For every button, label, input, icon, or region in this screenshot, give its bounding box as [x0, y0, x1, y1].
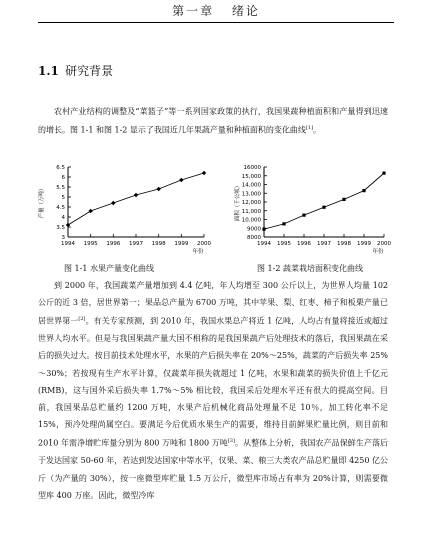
- chart2-y-tick-label: 13,000: [241, 191, 261, 198]
- chart2-y-tick-label: 12,000: [241, 200, 261, 206]
- chart2-x-tick-label: 1998: [337, 241, 351, 247]
- chart2-data-point: [282, 222, 285, 225]
- fruit-yield-chart: [38, 161, 216, 261]
- citation-3: [3]: [227, 438, 235, 445]
- chart1-data-point: [202, 171, 206, 175]
- citation-2: [2]: [78, 316, 86, 323]
- body-paragraph-text-c: 。从整体上分析，我国农产品保鲜生产落后于发达国家 50-60 年，若达到发达国家中等水平，仅果、菜、粮三大类农产品总贮量即 4250 亿公斤（为产量的 30%），按一座微型库贮量 1.5 万公斤，微型库市场占有率为 20%计算，则需要微型库 400 万座。因此，微型冷库: [38, 439, 389, 500]
- citation-1: [1]: [305, 125, 314, 132]
- chart1-y-tick-label: 4.5: [56, 205, 65, 211]
- chart1-y-axis-title: 产量（万吨）: [39, 185, 45, 219]
- chart2-x-tick-label: 1999: [357, 241, 371, 247]
- chart1-y-tick-label: 4: [61, 215, 65, 221]
- chart1-series-line: [68, 173, 204, 225]
- chart2-x-tick-label: 2000: [377, 241, 391, 247]
- body-paragraph-text-b: 。有关专家预测，到 2010 年，我国水果总产将近 1 亿吨，人均占有量将接近或超过世界人均水平。但是与我国果蔬产量大国不相称的是我国果蔬产后处理技术的落后，我国果蔬在采后的损失过大。按目前技术处理水平，水果的产后损失率在 20%～25%，蔬菜的产后损失率 25%～30%；若按现有生产水平计算，仅蔬菜年损失就超过 1 亿吨，水果和蔬菜的损失价值上千亿元(RMB)，这与国外采后损失率 1.7%～5% 相比较，我国采后处理水平还有很大的提高空间。目前，我国果品总贮量约 1200 万吨，水果产后机械化商品处理量不足 10％，加工转化率不足 15%，预冷处理尚属空白。要满足今后优质水果生产的需要，维持目前鲜果贮量比例，则目前和 2010 年需净增贮库量分别为 800 万吨和 1800 万吨: [38, 317, 388, 449]
- chart2-x-tick-label: 1996: [297, 241, 311, 247]
- chart1-y-tick-label: 6: [61, 175, 65, 181]
- intro-paragraph: [38, 103, 388, 139]
- chart2-data-point: [302, 214, 305, 217]
- chart2-x-tick-label: 1997: [317, 241, 331, 247]
- chart2-data-point: [382, 172, 385, 175]
- section-title: 研究背景: [65, 64, 114, 78]
- running-head: [38, 0, 394, 23]
- chart2-y-tick-label: 9000: [247, 226, 261, 233]
- body-paragraph: [38, 277, 388, 504]
- chart1-data-point: [156, 187, 160, 191]
- chart1-data-point: [66, 223, 70, 227]
- chart2-x-tick-label: 1995: [277, 241, 291, 247]
- chart1-y-tick-label: 3: [61, 235, 65, 241]
- chart2-y-tick-label: 14,000: [241, 182, 261, 189]
- chart2-y-tick-label: 16000: [243, 165, 261, 171]
- chart1-data-point: [179, 178, 183, 182]
- chart1-y-tick-label: 3.5: [56, 225, 65, 231]
- figure-1-1-caption: 图 1-1 水果产量变化曲线: [64, 264, 154, 273]
- figure-1-2-caption: 图 1-2 蔬菜栽培面积变化曲线: [257, 264, 363, 273]
- chart1-y-tick-label: 6.5: [56, 165, 65, 171]
- chart1-data-point: [88, 209, 92, 213]
- chart1-x-tick-label: 1999: [174, 241, 189, 247]
- chart2-data-point: [262, 228, 265, 231]
- chart2-x-axis-title: 年份: [372, 249, 384, 255]
- chart1-x-tick-label: 1998: [151, 241, 166, 247]
- section-number: 1.1: [38, 64, 59, 78]
- vegetable-area-chart: [224, 161, 392, 261]
- body-paragraph-text-a: 到 2000 年，我国蔬菜产量增加到 4.4 亿吨，年人均增至 300 公斤以上，为世界人均量 102 公斤的近 3 倍，居世界第一；果品总产量为 6700 万吨，其中苹果、梨、红枣、柿子和板栗产量已居世界第一: [38, 281, 388, 327]
- chart2-y-tick-label: 11,000: [241, 208, 261, 215]
- chart2-series-line: [264, 173, 384, 229]
- chart1-y-tick-label: 5.5: [56, 185, 65, 191]
- chart2-y-axis-title: 面积（千公顷）: [235, 182, 241, 222]
- chart2-x-tick-label: 1994: [257, 241, 271, 247]
- chart1-x-tick-label: 1994: [61, 241, 75, 247]
- chapter-label: 第一章: [172, 4, 215, 18]
- chart2-y-tick-label: 15,000: [241, 173, 261, 180]
- intro-paragraph-text: 农村产业结构的调整及“菜篮子”等一系列国家政策的执行，我国果蔬种植面积和产量得到迅速的增长。图 1-1 和图 1-2 显示了我国近几年果蔬产量和种植面积的变化曲线: [38, 107, 388, 135]
- chart2-data-point: [362, 189, 365, 192]
- chart1-y-tick-label: 5: [61, 195, 65, 201]
- chart1-x-tick-label: 1995: [83, 241, 98, 247]
- chart1-x-tick-label: 2000: [197, 241, 211, 247]
- chart2-y-tick-label: 8000: [247, 235, 261, 241]
- chart1-data-point: [134, 193, 138, 197]
- chart1-x-tick-label: 1996: [106, 241, 121, 247]
- intro-paragraph-end: 。: [313, 125, 322, 135]
- chart2-data-point: [322, 206, 325, 209]
- chart1-data-point: [111, 201, 115, 205]
- chart1-x-axis-title: 年份: [192, 249, 204, 255]
- chapter-title: 绪论: [231, 4, 260, 18]
- chart2-data-point: [342, 198, 345, 201]
- chart2-y-tick-label: 10,000: [241, 217, 261, 224]
- section-heading: [38, 62, 113, 79]
- chart1-x-tick-label: 1997: [129, 241, 143, 247]
